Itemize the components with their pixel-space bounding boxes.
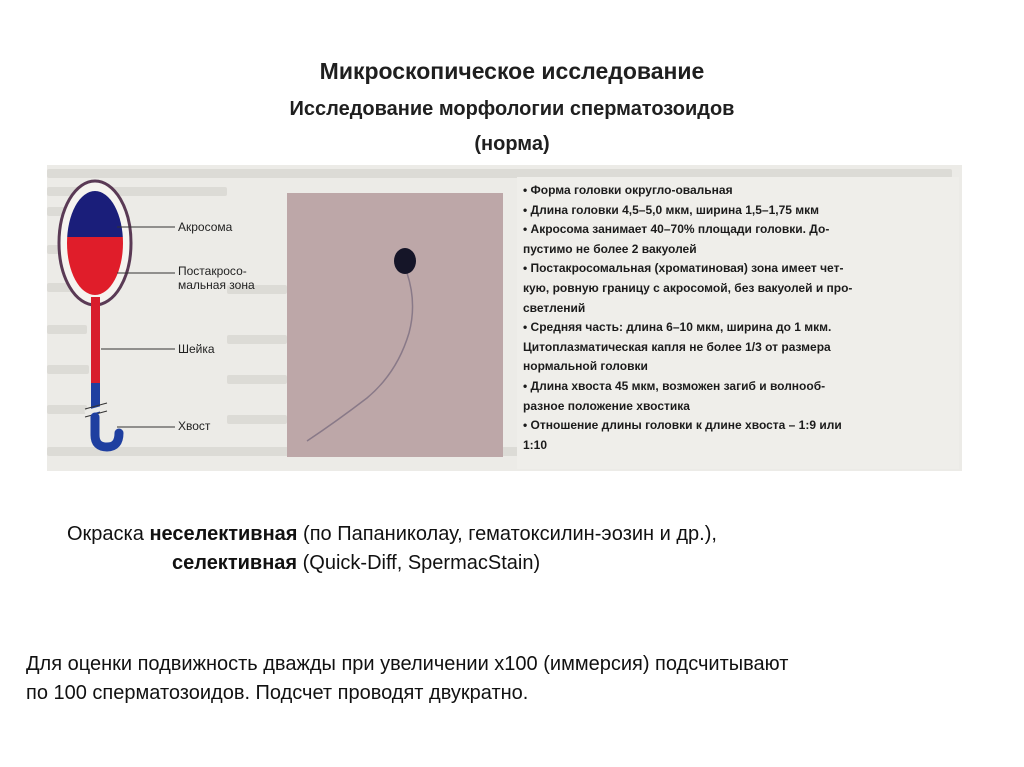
criteria-line: кую, ровную границу с акросомой, без вакуолей и про- — [523, 281, 853, 295]
label-acrosome: Акросома — [178, 220, 233, 234]
stain-selective-detail: (Quick-Diff, SpermacStain) — [302, 552, 541, 574]
label-tail: Хвост — [178, 419, 211, 433]
micrograph-image — [287, 193, 503, 457]
slide-title: Микроскопическое исследование — [319, 58, 705, 84]
criteria-line: • Форма головки округло-овальная — [523, 183, 733, 197]
label-postacrosomal-line1: Постакросо- — [178, 264, 247, 278]
stain-selective: селективная — [172, 552, 298, 574]
sperm-schematic — [47, 165, 287, 471]
criteria-line: 1:10 — [523, 437, 548, 452]
neck-segment — [91, 297, 100, 383]
criteria-line: нормальной головки — [523, 359, 648, 374]
stain-nonselective: неселективная — [149, 523, 298, 545]
criteria-line: Цитоплазматическая капля не более 1/3 от размера — [523, 339, 831, 354]
criteria-line: разное положение хвостика — [523, 398, 690, 413]
criteria-line: пустимо не более 2 вакуолей — [523, 241, 697, 256]
micrograph — [287, 193, 503, 457]
criteria-line: светлений — [523, 300, 586, 315]
criteria-line: • Средняя часть: длина 6–10 мкм, ширина до 1 мкм. — [523, 320, 832, 335]
criteria-line: • Постакросомальная (хроматиновая) зона имеет чет- — [523, 261, 844, 276]
textbook-figure — [47, 165, 962, 471]
stain-line-1 — [67, 520, 717, 549]
label-postacrosomal-line2: мальная зона — [178, 278, 255, 292]
criteria-line: • Отношение длины головки к длине хвоста – 1:9 или — [523, 418, 842, 433]
motility-line-1: Для оценки подвижность дважды при увеличении х100 (иммерсия) подсчитывают — [26, 653, 789, 675]
motility-line-2: по 100 сперматозоидов. Подсчет проводят двукратно. — [26, 682, 529, 704]
micrograph-tail — [307, 273, 413, 441]
stain-prefix: Окраска — [67, 523, 144, 545]
criteria-line: • Длина головки 4,5–5,0 мкм, ширина 1,5–1,75 мкм — [523, 202, 820, 217]
tail-hook — [95, 417, 119, 447]
slide-subtitle: Исследование морфологии сперматозоидов — [289, 98, 735, 120]
stain-nonselective-detail: (по Папаниколау, гематоксилин-эозин и др.), — [303, 523, 717, 545]
criteria-line: • Длина хвоста 45 мкм, возможен загиб и волнооб- — [523, 379, 826, 393]
stain-line-2 — [172, 549, 540, 578]
slide-subtitle-norm: (норма) — [474, 133, 550, 155]
criteria-list — [517, 177, 959, 469]
label-neck: Шейка — [178, 342, 215, 356]
criteria-line: • Акросома занимает 40–70% площади головки. До- — [523, 222, 830, 237]
micrograph-head — [394, 248, 416, 274]
